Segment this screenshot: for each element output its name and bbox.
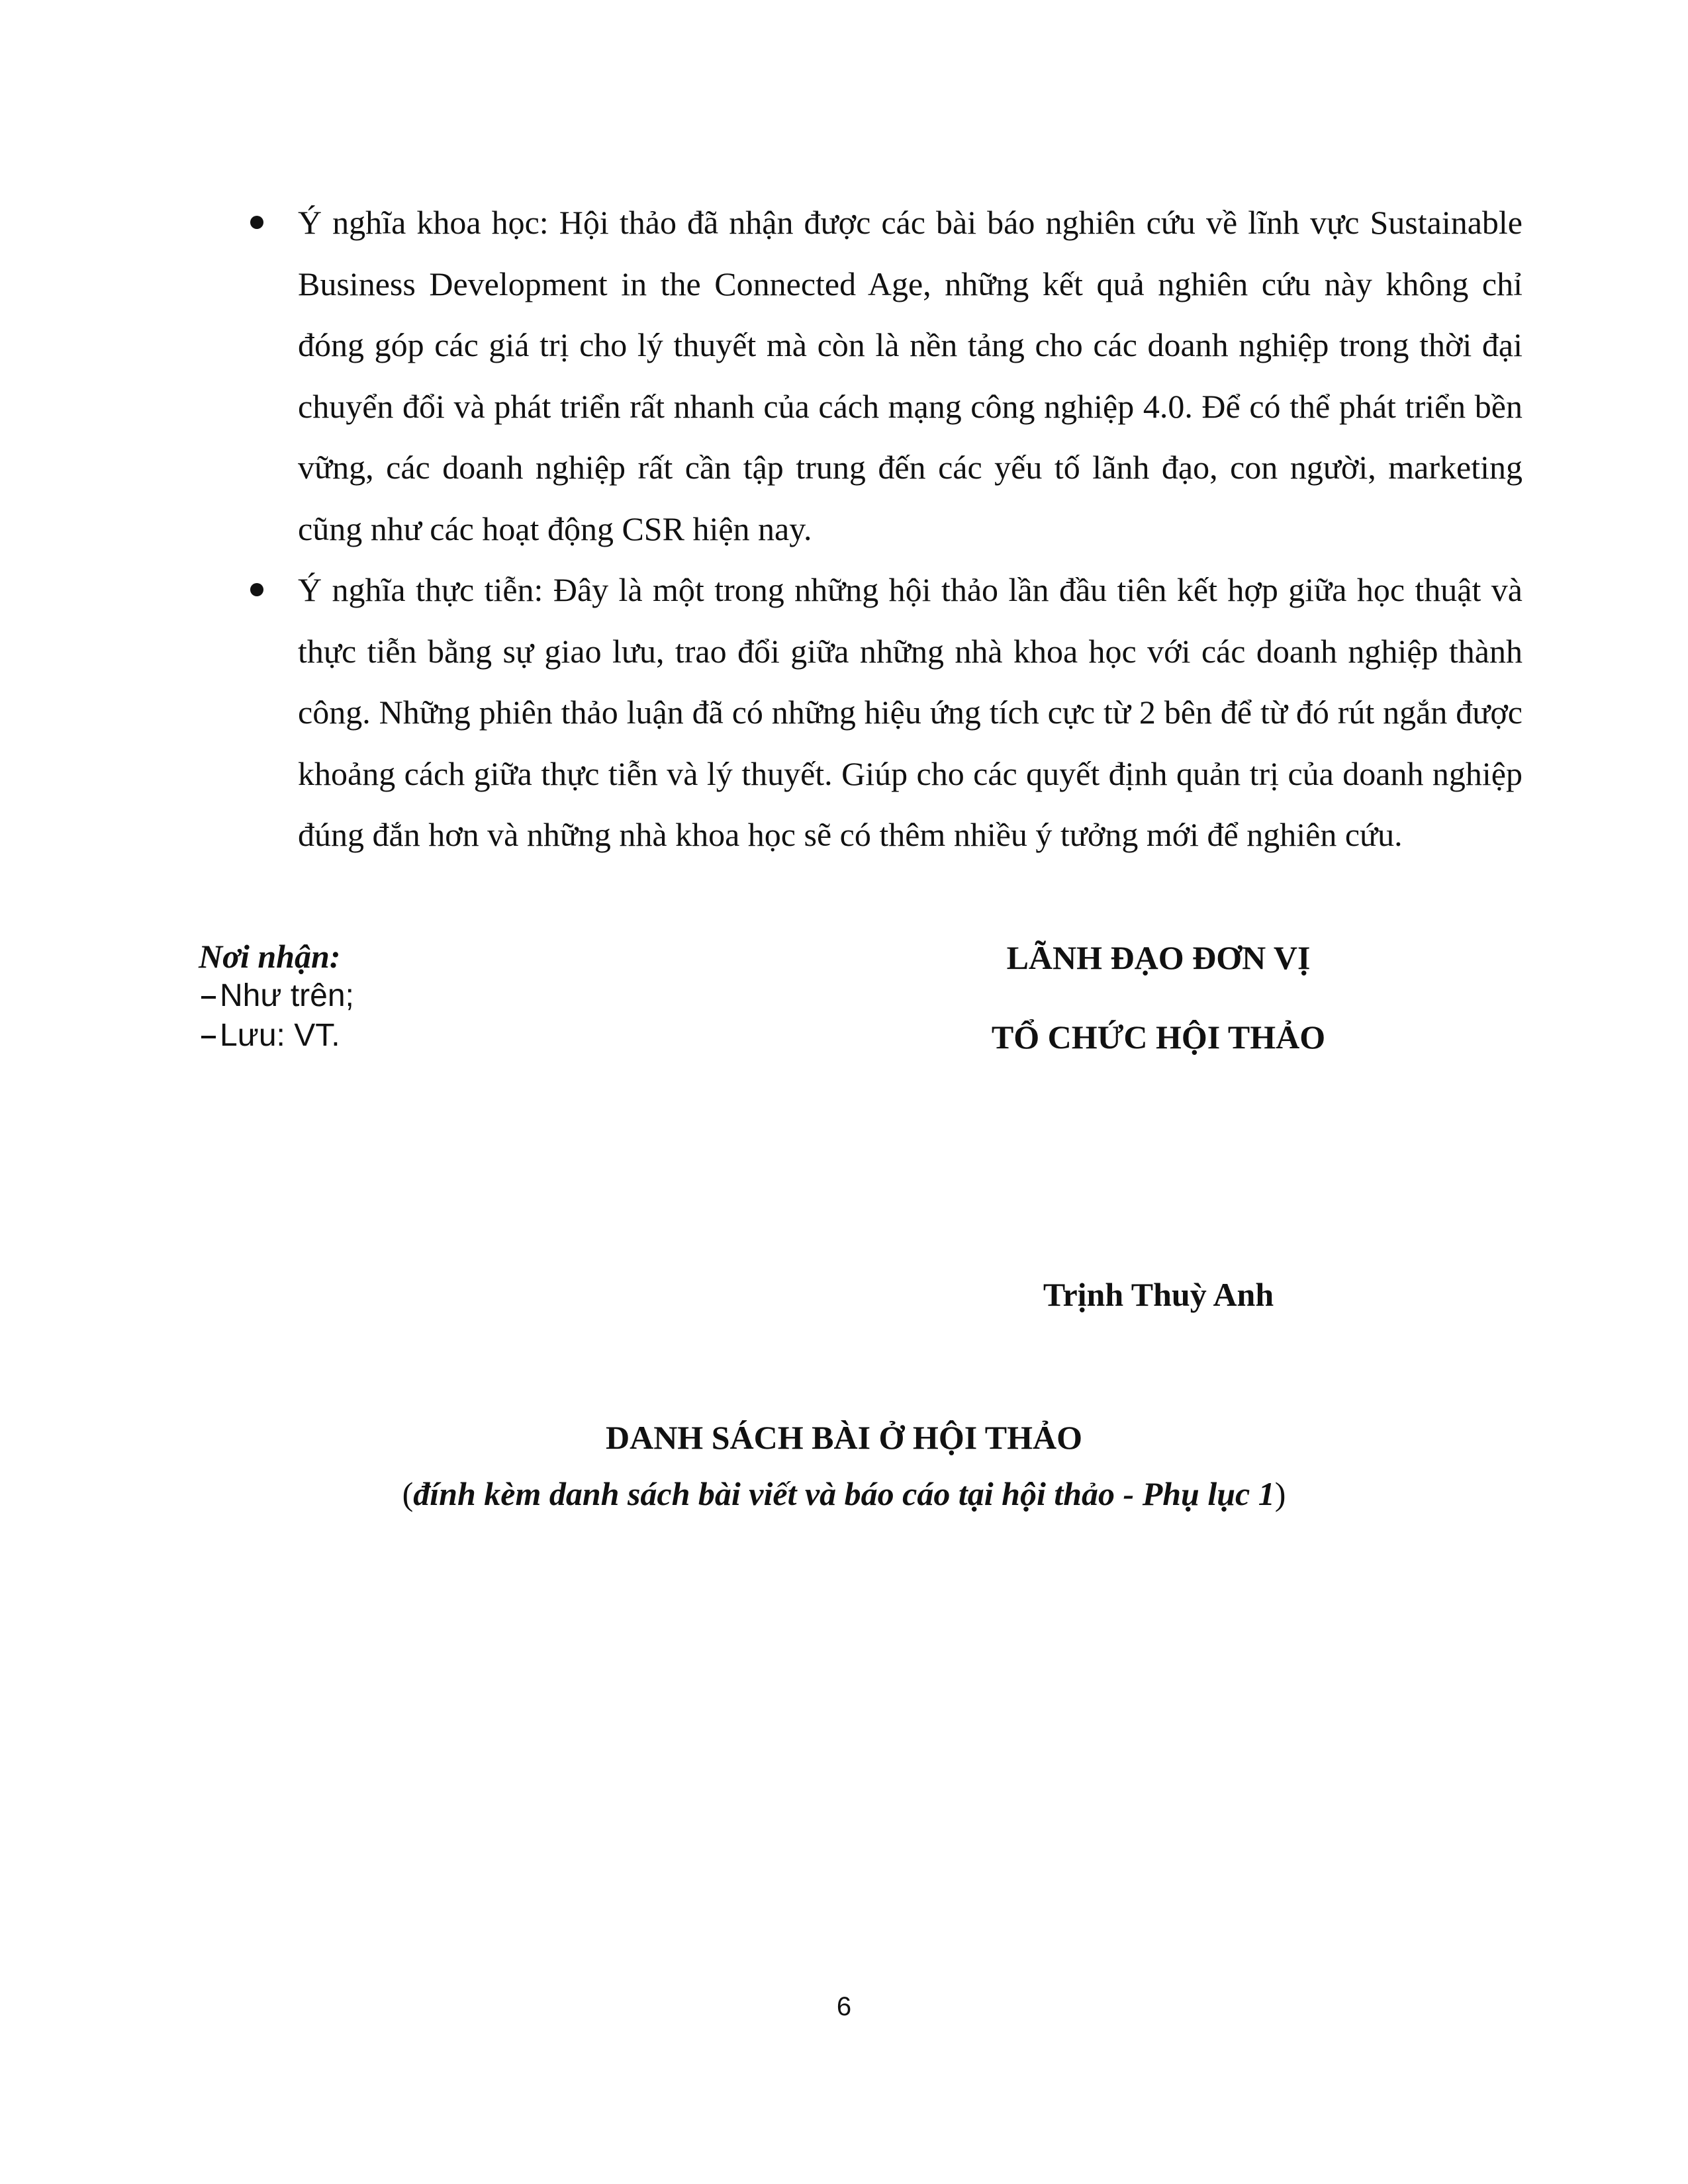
recipient-item xyxy=(199,1016,354,1056)
bullet-text: Ý nghĩa khoa học: Hội thảo đã nhận được các bài báo nghiên cứu về lĩnh vực Sustainable Business Development in the Connected Age, những kết quả nghiên cứu này không chỉ đóng góp các giá trị cho lý thuyết mà còn là nền tảng cho các doanh nghiệp trong thời đại chuyển đổi và phát triển rất nhanh của cách mạng công nghiệp 4.0. Để có thể phát triển bền vững, các doanh nghiệp rất cần tập trung đến các yếu tố lãnh đạo, con người, marketing cũng như các hoạt động CSR hiện nay. xyxy=(298,204,1523,547)
scientific-significance-bullet xyxy=(238,192,1523,559)
recipient-item xyxy=(199,976,354,1016)
bullet-text: Ý nghĩa thực tiễn: Đây là một trong những hội thảo lần đầu tiên kết hợp giữa học thuật và thực tiễn bằng sự giao lưu, trao đổi giữa những nhà khoa học với các doanh nghiệp thành công. Những phiên thảo luận đã có những hiệu ứng tích cực từ 2 bên để từ đó rút ngắn được khoảng cách giữa thực tiễn và lý thuyết. Giúp cho các quyết định quản trị của doanh nghiệp đúng đắn hơn và những nhà khoa học sẽ có thêm nhiều ý tưởng mới để nghiên cứu. xyxy=(298,571,1523,853)
paper-list-subtitle xyxy=(0,1475,1688,1513)
significance-bullet-list xyxy=(238,192,1523,866)
paper-list-title: DANH SÁCH BÀI Ở HỘI THẢO xyxy=(605,1419,1083,1456)
recipients-block xyxy=(199,936,354,1056)
dash-icon xyxy=(201,996,216,999)
subtitle-open-paren: ( xyxy=(402,1475,414,1512)
dash-icon xyxy=(201,1036,216,1038)
page-number: 6 xyxy=(836,1992,852,2021)
subtitle-close-paren: ) xyxy=(1274,1475,1286,1512)
recipient-text: Lưu: VT. xyxy=(220,1018,340,1053)
bullet-icon xyxy=(250,583,263,596)
recipient-text: Như trên; xyxy=(220,978,354,1013)
subtitle-text: đính kèm danh sách bài viết và báo cáo tại hội thảo - Phụ lục 1 xyxy=(413,1475,1275,1512)
recipients-heading: Nơi nhận: xyxy=(199,938,341,975)
practical-significance-bullet xyxy=(238,559,1523,866)
bullet-icon xyxy=(250,216,263,229)
signature-title-line2: TỔ CHỨC HỘI THẢO xyxy=(991,1019,1326,1056)
signature-title-line1: LÃNH ĐẠO ĐƠN VỊ xyxy=(1006,939,1311,976)
signer-name: Trịnh Thuỳ Anh xyxy=(1043,1276,1274,1313)
